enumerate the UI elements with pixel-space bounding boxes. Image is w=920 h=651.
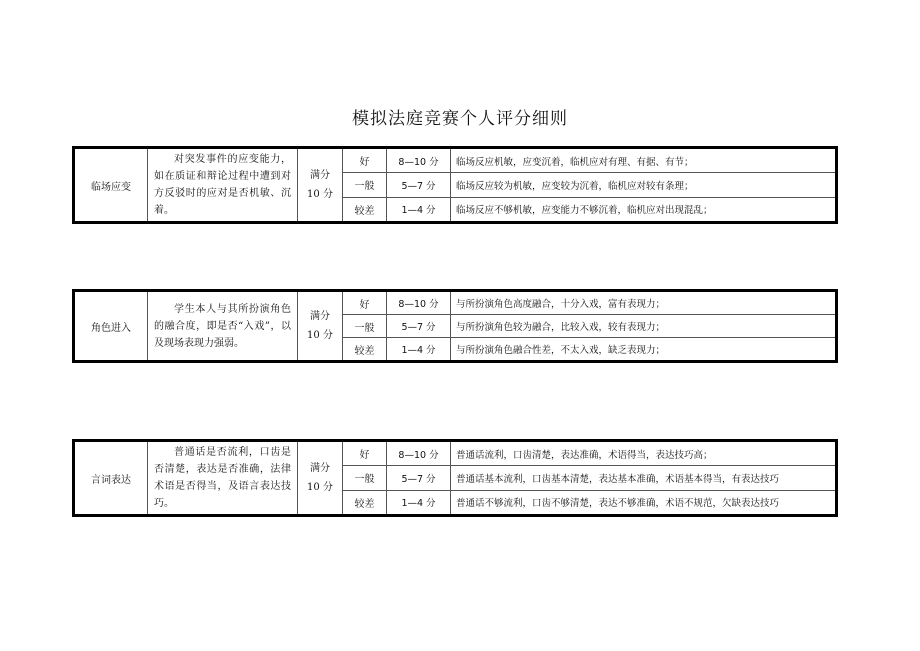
level-cell: 一般 (343, 315, 387, 338)
criteria-cell: 临场反应不够机敏，应变能力不够沉着，临机应对出现混乱； (451, 197, 837, 222)
rubric-table-3 (72, 439, 838, 517)
rubric-table-1 (72, 146, 838, 224)
criteria-cell: 普通话不够流利，口齿不够清楚，表达不够准确，术语不规范，欠缺表达技巧 (451, 490, 837, 515)
score-value: 10 分 (307, 482, 333, 493)
rubric-table-2 (72, 289, 838, 363)
category-cell: 角色进入 (74, 291, 148, 362)
criteria-cell: 与所扮演角色融合性差，不太入戏，缺乏表现力； (451, 338, 837, 362)
description-text: 对突发事件的应变能力，如在质证和辩论过程中遭到对方反驳时的应对是否机敏、沉着。 (154, 154, 291, 216)
table-row (74, 291, 837, 315)
criteria-cell: 与所扮演角色高度融合，十分入戏，富有表现力； (451, 291, 837, 315)
description-cell (148, 148, 298, 223)
score-label: 满分 (310, 311, 330, 322)
level-cell: 一般 (343, 466, 387, 490)
range-cell: 5—7 分 (387, 466, 451, 490)
description-cell (148, 441, 298, 516)
level-cell: 较差 (343, 197, 387, 222)
table-row (74, 441, 837, 466)
criteria-cell: 普通话基本流利，口齿基本清楚，表达基本准确，术语基本得当，有表达技巧 (451, 466, 837, 490)
score-cell (298, 148, 343, 223)
table-row (74, 148, 837, 173)
criteria-cell: 临场反应较为机敏，应变较为沉着，临机应对较有条理； (451, 173, 837, 197)
level-cell: 好 (343, 148, 387, 173)
range-cell: 1—4 分 (387, 197, 451, 222)
level-cell: 好 (343, 291, 387, 315)
score-label: 满分 (310, 170, 330, 181)
score-cell (298, 291, 343, 362)
category-cell: 言词表达 (74, 441, 148, 516)
level-cell: 好 (343, 441, 387, 466)
level-cell: 一般 (343, 173, 387, 197)
range-cell: 8—10 分 (387, 148, 451, 173)
criteria-cell: 与所扮演角色较为融合，比较入戏，较有表现力； (451, 315, 837, 338)
range-cell: 5—7 分 (387, 173, 451, 197)
description-text: 学生本人与其所扮演角色的融合度，即是否“入戏”，以及现场表现力强弱。 (154, 303, 291, 349)
description-text: 普通话是否流利，口齿是否清楚，表达是否准确，法律术语是否得当，及语言表达技巧。 (154, 447, 291, 509)
level-cell: 较差 (343, 490, 387, 515)
range-cell: 8—10 分 (387, 291, 451, 315)
criteria-cell: 临场反应机敏，应变沉着，临机应对有理、有据、有节； (451, 148, 837, 173)
range-cell: 5—7 分 (387, 315, 451, 338)
document-title: 模拟法庭竞赛个人评分细则 (352, 109, 568, 129)
level-cell: 较差 (343, 338, 387, 362)
description-cell (148, 291, 298, 362)
score-cell (298, 441, 343, 516)
range-cell: 1—4 分 (387, 338, 451, 362)
score-label: 满分 (310, 463, 330, 474)
score-value: 10 分 (307, 189, 333, 200)
range-cell: 1—4 分 (387, 490, 451, 515)
category-cell: 临场应变 (74, 148, 148, 223)
criteria-cell: 普通话流利，口齿清楚，表达准确，术语得当，表达技巧高； (451, 441, 837, 466)
range-cell: 8—10 分 (387, 441, 451, 466)
score-value: 10 分 (307, 330, 333, 341)
